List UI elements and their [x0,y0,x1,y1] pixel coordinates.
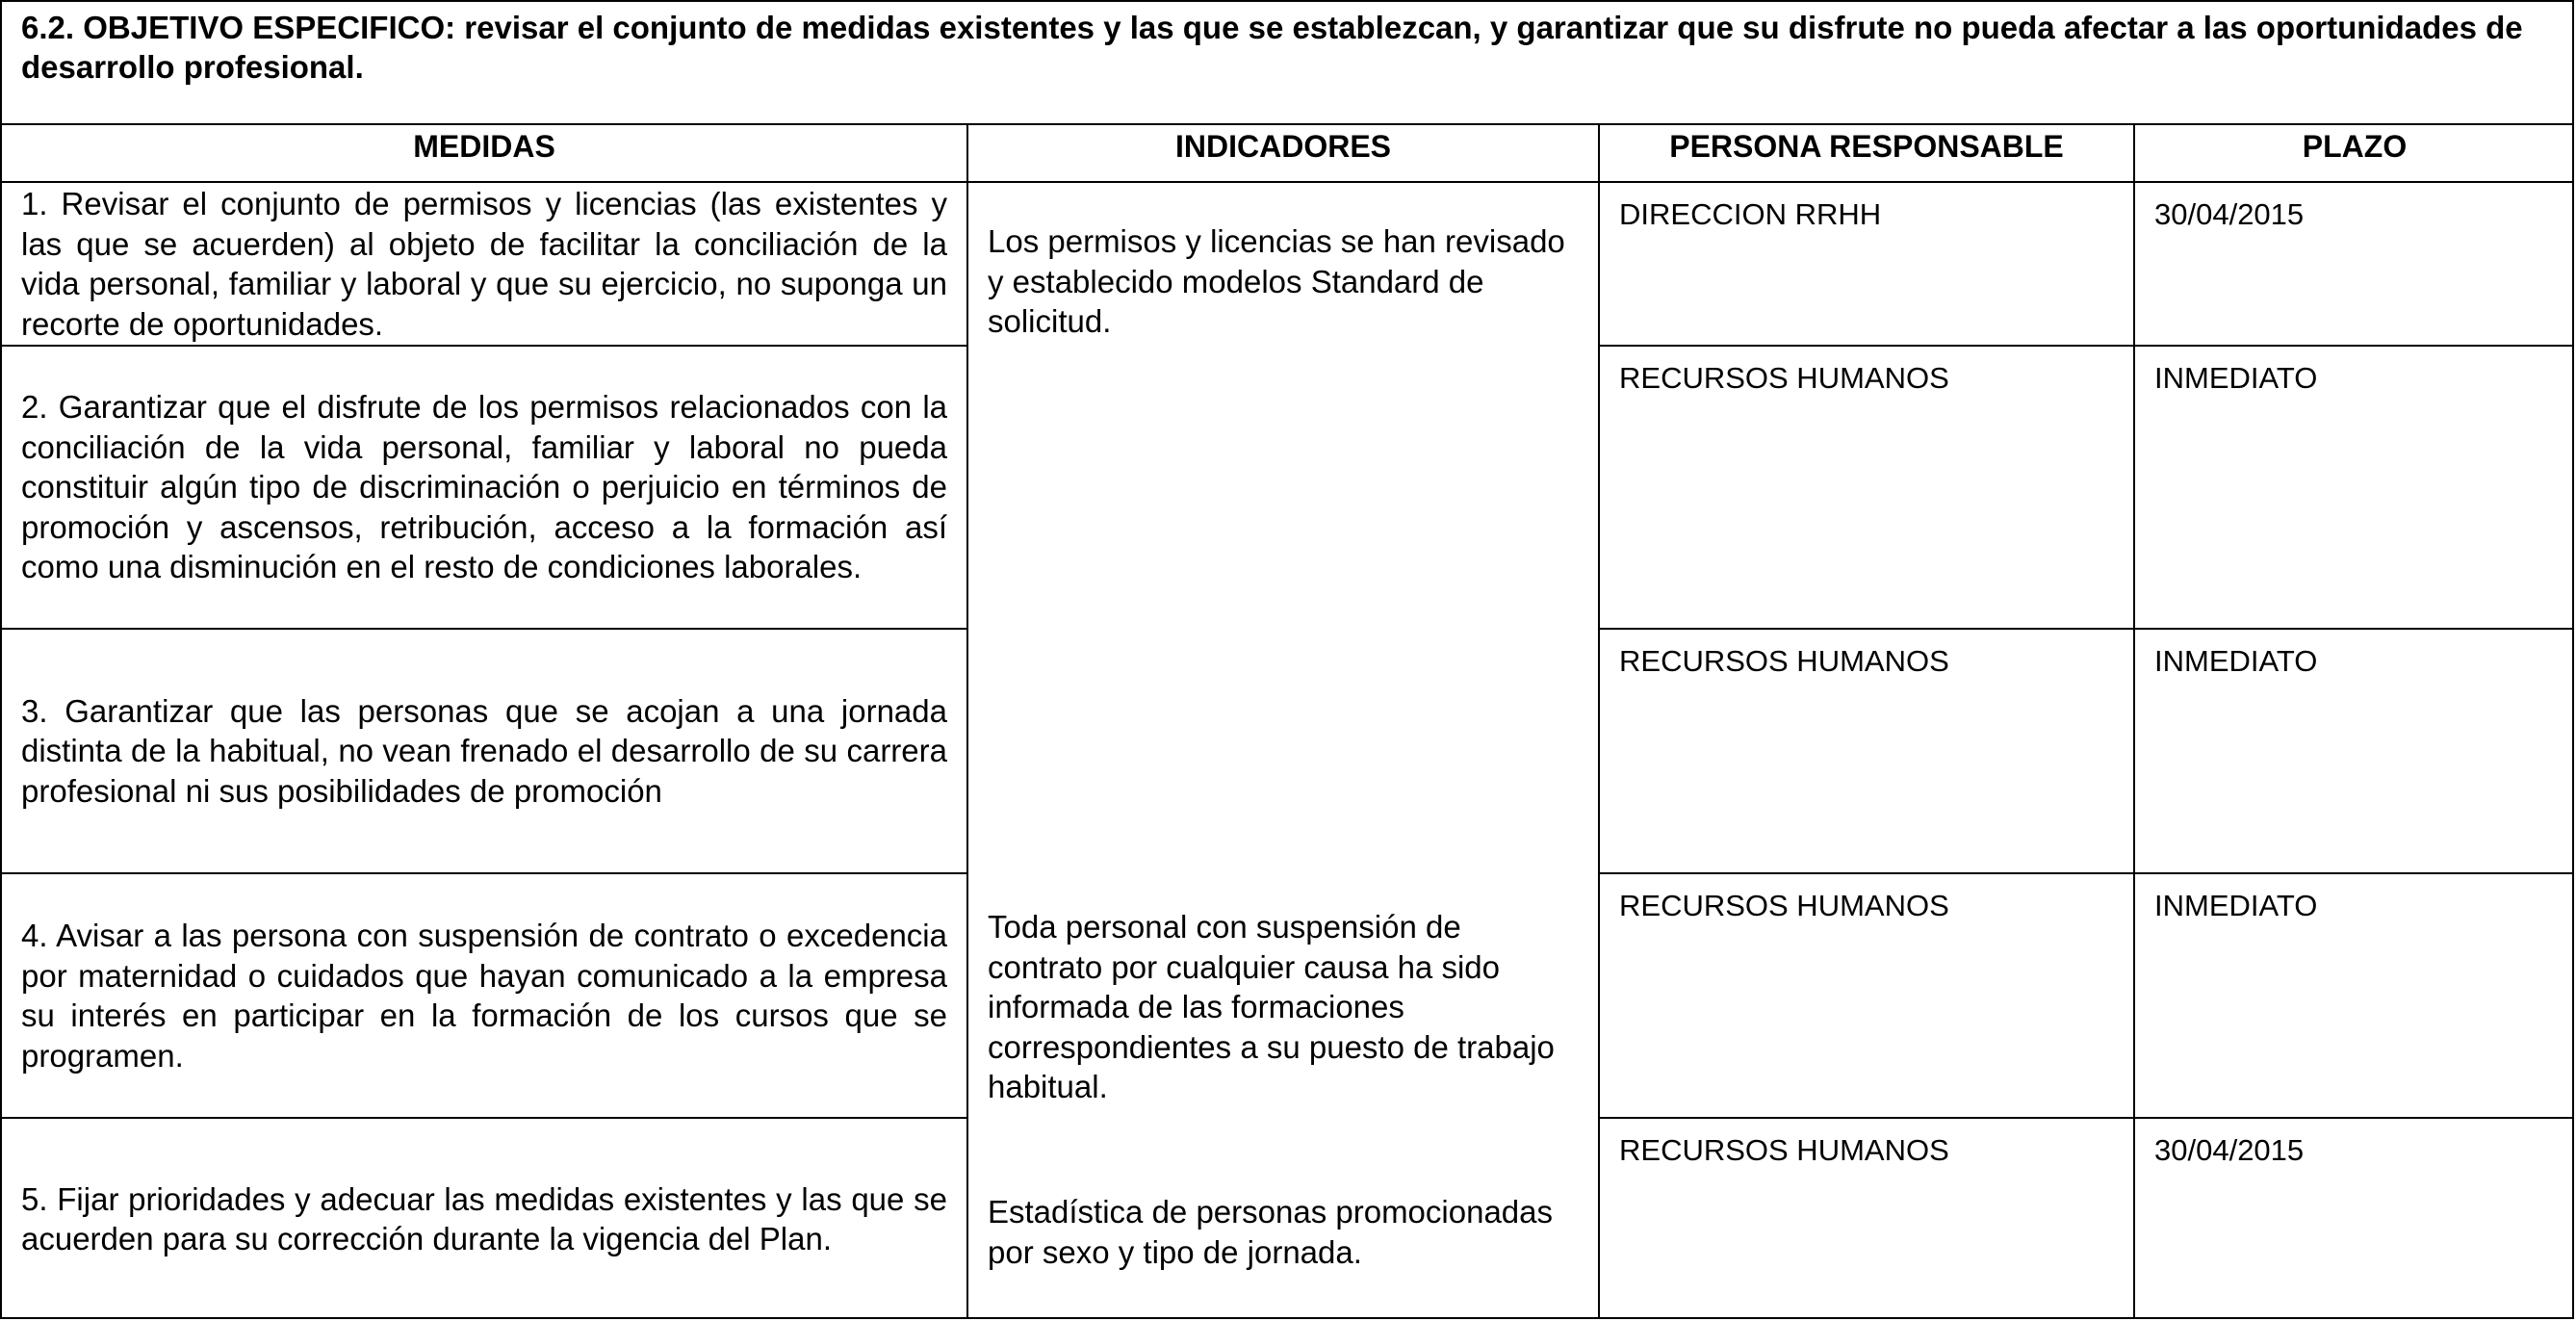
responsible-1: DIRECCION RRHH [1600,183,2135,347]
measure-1-text: 1. Revisar el conjunto de permisos y licencias (las existentes y las que se acuerden) al objeto de facilitar la conciliación de la vida personal, familiar y laboral y que su ejercicio, no suponga un recorte de oportunidades. [21,186,947,342]
indicator-2: Toda personal con suspensión de contrato por cualquier causa ha sido informada de las formaciones correspondientes a su puesto de trabajo habitual. [988,909,1555,1104]
measure-5-text: 5. Fijar prioridades y adecuar las medidas existentes y las que se acuerden para su corrección durante la vigencia del Plan. [21,1180,947,1256]
deadline-1: 30/04/2015 [2135,183,2574,347]
responsible-4: RECURSOS HUMANOS [1600,874,2135,1119]
deadline-3: INMEDIATO [2135,630,2574,874]
responsible-3: RECURSOS HUMANOS [1600,630,2135,874]
header-plazo: PLAZO [2135,125,2574,183]
indicator-1: Los permisos y licencias se han revisado y establecido modelos Standard de solicitud. [988,223,1565,339]
measure-5 [2,1119,968,1319]
measure-3-text: 3. Garantizar que las personas que se acojan a una jornada distinta de la habitual, no vean frenado el desarrollo de su carrera profesional ni sus posibilidades de promoción [21,692,947,809]
deadline-2: INMEDIATO [2135,347,2574,630]
deadline-4: INMEDIATO [2135,874,2574,1119]
measure-4 [2,874,968,1119]
measure-2 [2,347,968,630]
indicator-3: Estadística de personas promocionadas por sexo y tipo de jornada. [988,1194,1554,1270]
deadline-5: 30/04/2015 [2154,1133,2305,1167]
indicators-cell [968,183,1600,1319]
responsible-5: RECURSOS HUMANOS [1600,1119,2135,1319]
header-indicadores: INDICADORES [968,125,1600,183]
header-medidas: MEDIDAS [2,125,968,183]
measure-2-text: 2. Garantizar que el disfrute de los permisos relacionados con la conciliación de la vida personal, familiar y laboral no pueda constituir algún tipo de discriminación o perjuicio en términos de promoción y ascensos, retribución, acceso a la formación así como una disminución en el resto de condiciones laborales. [21,389,947,585]
measure-1 [2,183,968,347]
objective-heading: 6.2. OBJETIVO ESPECIFICO: revisar el conjunto de medidas existentes y las que se establezcan, y garantizar que su disfrute no pueda afectar a las oportunidades de desarrollo profesional. [2,2,2574,125]
measure-4-text: 4. Avisar a las persona con suspensión de contrato o excedencia por maternidad o cuidados que hayan comunicado a la empresa su interés en participar en la formación de los cursos que se programen. [21,918,947,1074]
responsible-2: RECURSOS HUMANOS [1600,347,2135,630]
measure-3 [2,630,968,874]
header-persona-responsable: PERSONA RESPONSABLE [1600,125,2135,183]
measures-table [2,125,2574,1319]
